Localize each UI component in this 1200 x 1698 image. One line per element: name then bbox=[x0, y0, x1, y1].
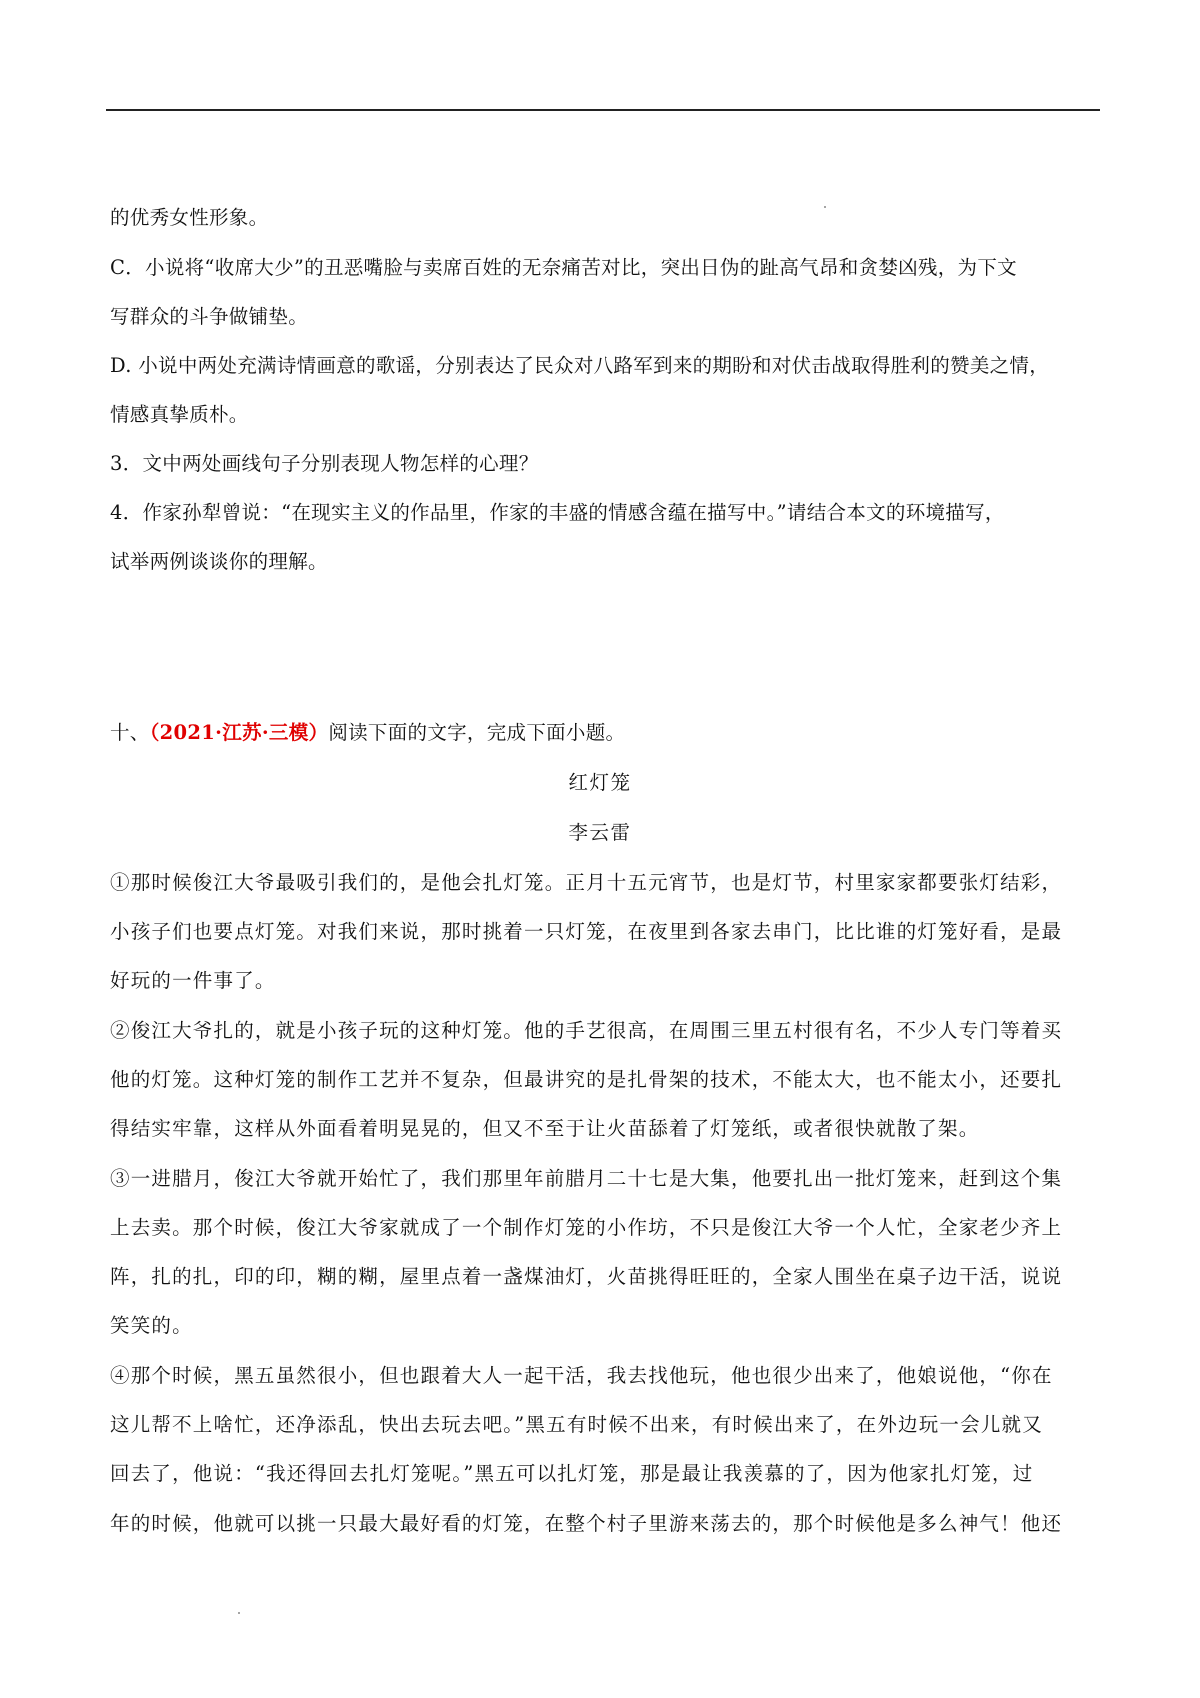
question-4: 4．作家孙犁曾说：“在现实主义的作品里，作家的丰盛的情感含蕴在描写中。”请结合本文的环境描写， bbox=[110, 501, 1005, 524]
story-line: ②俊江大爷扎的，就是小孩子玩的这种灯笼。他的手艺很高，在周围三里五村很有名，不少人专门等着买 bbox=[110, 1019, 1063, 1042]
answer-option-b-tail: 的优秀女性形象。 bbox=[110, 206, 269, 229]
answer-option-c-cont: 写群众的斗争做铺垫。 bbox=[110, 305, 309, 328]
answer-option-c: C．小说将“收席大少”的丑恶嘴脸与卖席百姓的无奈痛苦对比，突出日伪的趾高气昂和贪婪凶残，为下文 bbox=[110, 256, 1017, 279]
story-line: 得结实牢靠，这样从外面看着明晃晃的，但又不至于让火苗舔着了灯笼纸，或者很快就散了架。 bbox=[110, 1117, 980, 1140]
question-4-cont: 试举两例谈谈你的理解。 bbox=[110, 550, 328, 573]
story-line: 小孩子们也要点灯笼。对我们来说，那时挑着一只灯笼，在夜里到各家去串门，比比谁的灯笼好看，是最 bbox=[110, 920, 1063, 943]
story-line: ④那个时候，黑五虽然很小，但也跟着大人一起干活，我去找他玩，他也很少出来了，他娘说他，“你在 bbox=[110, 1364, 1053, 1387]
story-line: 回去了，他说：“我还得回去扎灯笼呢。”黑五可以扎灯笼，那是最让我羡慕的了，因为他家扎灯笼，过 bbox=[110, 1462, 1034, 1485]
question-3: 3．文中两处画线句子分别表现人物怎样的心理？ bbox=[110, 452, 539, 475]
story-line: 上去卖。那个时候，俊江大爷家就成了一个制作灯笼的小作坊，不只是俊江大爷一个人忙，全家老少齐上 bbox=[110, 1216, 1063, 1239]
scan-speck bbox=[824, 206, 826, 208]
story-line: 阵，扎的扎，印的印，糊的糊，屋里点着一盏煤油灯，火苗挑得旺旺的，全家人围坐在桌子边干活，说说 bbox=[110, 1265, 1063, 1288]
answer-option-d: D. 小说中两处充满诗情画意的歌谣，分别表达了民众对八路军到来的期盼和对伏击战取得胜利的赞美之情， bbox=[110, 354, 1050, 377]
story-line: 他的灯笼。这种灯笼的制作工艺并不复杂，但最讲究的是扎骨架的技术，不能太大，也不能太小，还要扎 bbox=[110, 1068, 1063, 1091]
story-line: 笑笑的。 bbox=[110, 1314, 193, 1337]
story-line: ①那时候俊江大爷最吸引我们的，是他会扎灯笼。正月十五元宵节，也是灯节，村里家家都要张灯结彩， bbox=[110, 871, 1063, 894]
scan-speck bbox=[238, 1612, 240, 1614]
header-rule bbox=[106, 109, 1100, 111]
section-source: （2021·江苏·三模） bbox=[149, 721, 329, 744]
story-line: ③一进腊月，俊江大爷就开始忙了，我们那里年前腊月二十七是大集，他要扎出一批灯笼来，赶到这个集 bbox=[110, 1167, 1063, 1190]
section-number: 十、 bbox=[110, 721, 150, 744]
story-line: 年的时候，他就可以挑一只最大最好看的灯笼，在整个村子里游来荡去的，那个时候他是多么神气！他还 bbox=[110, 1512, 1063, 1535]
story-title: 红灯笼 bbox=[568, 771, 632, 794]
section-instruction: 阅读下面的文字，完成下面小题。 bbox=[328, 721, 626, 744]
story-line: 好玩的一件事了。 bbox=[110, 969, 276, 992]
section-heading bbox=[110, 718, 625, 748]
story-author: 李云雷 bbox=[568, 821, 632, 844]
answer-option-d-cont: 情感真挚质朴。 bbox=[110, 403, 249, 426]
story-line: 这儿帮不上啥忙，还净添乱，快出去玩去吧。”黑五有时候不出来，有时候出来了，在外边玩一会儿就又 bbox=[110, 1413, 1043, 1436]
